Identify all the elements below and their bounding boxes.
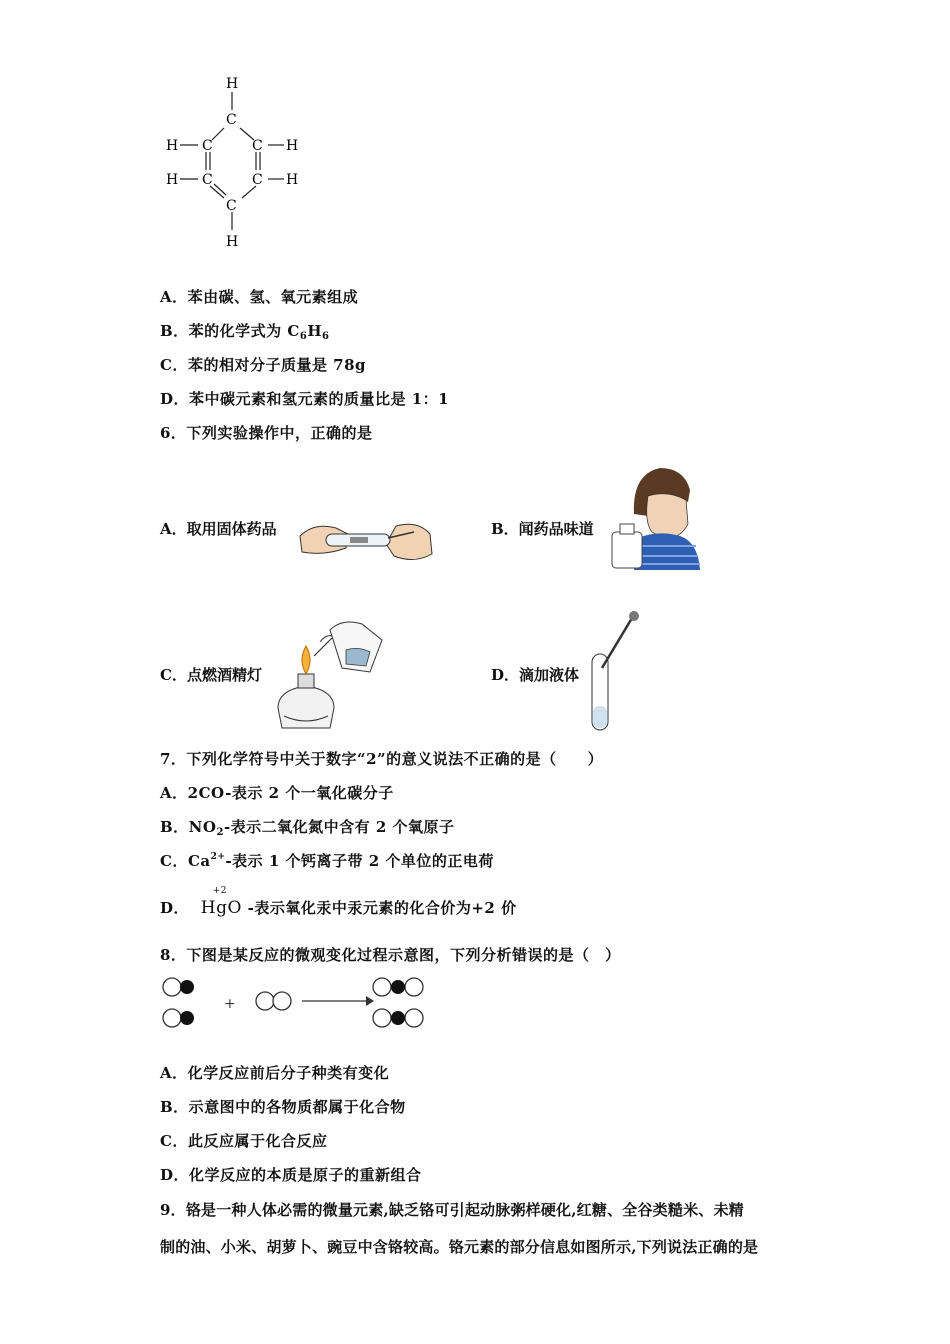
- reaction-diagram: [158, 974, 438, 1034]
- q7-option-d-text: -表示氧化汞中汞元素的化合价为+2 价: [247, 899, 517, 917]
- q9-stem-line-1: 9．铬是一种人体必需的微量元素,缺乏铬可引起动脉粥样硬化,红糖、全谷类糙米、未精: [160, 1201, 744, 1219]
- benzene-atom-h-bottom: H: [226, 234, 239, 250]
- q7-option-d: [160, 886, 517, 918]
- q5-option-c: C．苯的相对分子质量是 78g: [160, 356, 367, 374]
- lighting-alcohol-lamp-illustration: [270, 616, 390, 734]
- q8-option-d: D．化学反应的本质是原子的重新组合: [160, 1166, 422, 1184]
- q7-option-b-formula: B．NO: [160, 818, 217, 836]
- q7-option-d-formula: HgO: [200, 898, 242, 918]
- q5-option-b-sub-1: 6: [299, 331, 308, 342]
- smelling-chemical-illustration: [608, 462, 704, 572]
- q7-option-b-subscript: 2: [216, 827, 224, 838]
- q8-option-a: A．化学反应前后分子种类有变化: [160, 1064, 390, 1082]
- benzene-structure: [160, 72, 320, 252]
- q8-stem: 8．下图是某反应的微观变化过程示意图，下列分析错误的是（ ）: [160, 946, 621, 964]
- q6-option-b: B．闻药品味道: [491, 520, 594, 538]
- benzene-atom-c-bottom: C: [226, 198, 237, 214]
- benzene-atom-c-lower-right: C: [252, 172, 263, 188]
- benzene-atom-h-upper-right: H: [286, 138, 299, 154]
- benzene-atom-c-top: C: [226, 112, 237, 128]
- q7-option-c-charge: 2+: [210, 852, 226, 862]
- q7-option-a: A．2CO-表示 2 个一氧化碳分子: [160, 784, 394, 802]
- q6-option-a: A．取用固体药品: [160, 520, 277, 538]
- q7-option-d-valence: +2: [212, 886, 228, 896]
- q7-option-c: [160, 850, 494, 871]
- q5-option-a: A．苯由碳、氢、氧元素组成: [160, 288, 359, 306]
- q7-option-b-text: -表示二氧化氮中含有 2 个氧原子: [223, 818, 455, 836]
- q5-option-b-sub-2: 6: [322, 331, 330, 342]
- benzene-atom-h-lower-left: H: [166, 172, 179, 188]
- q6-option-c: C．点燃酒精灯: [160, 666, 262, 684]
- q6-option-d: D．滴加液体: [491, 666, 580, 684]
- benzene-atom-c-upper-left: C: [202, 138, 213, 154]
- q5-option-b-h: H: [307, 322, 322, 340]
- solid-reagent-illustration: [296, 512, 436, 568]
- q8-option-c: C．此反应属于化合反应: [160, 1132, 328, 1150]
- benzene-atom-h-top: H: [226, 76, 239, 92]
- benzene-atom-c-lower-left: C: [202, 172, 213, 188]
- reaction-plus-sign: +: [224, 996, 236, 1012]
- q7-option-c-formula: C．Ca: [160, 852, 211, 870]
- q7-option-b: [160, 816, 455, 838]
- q7-stem: 7．下列化学符号中关于数字“2”的意义说法不正确的是（ ）: [160, 750, 604, 768]
- q7-option-c-text: -表示 1 个钙离子带 2 个单位的正电荷: [225, 852, 494, 870]
- q5-option-b-text: B．苯的化学式为 C: [160, 322, 300, 340]
- q5-option-d: D．苯中碳元素和氢元素的质量比是 1：1: [160, 390, 450, 408]
- q9-stem-line-2: 制的油、小米、胡萝卜、豌豆中含铬较高。铬元素的部分信息如图所示,下列说法正确的是: [160, 1238, 759, 1256]
- q7-option-d-label: D．: [160, 899, 190, 917]
- q8-option-b: B．示意图中的各物质都属于化合物: [160, 1098, 406, 1116]
- dropping-liquid-illustration: [584, 610, 644, 734]
- q5-option-b: [160, 320, 329, 342]
- q6-stem: 6．下列实验操作中，正确的是: [160, 424, 373, 442]
- benzene-atom-c-upper-right: C: [252, 138, 263, 154]
- benzene-atom-h-lower-right: H: [286, 172, 299, 188]
- benzene-atom-h-upper-left: H: [166, 138, 179, 154]
